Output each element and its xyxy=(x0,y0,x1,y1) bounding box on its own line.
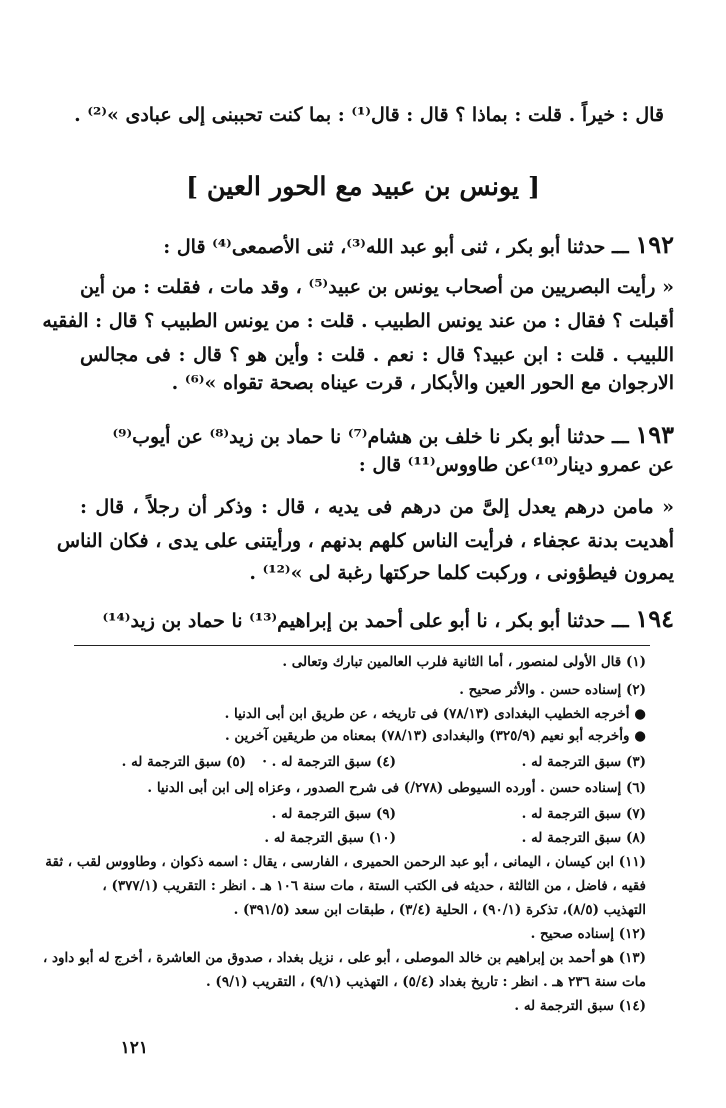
item-194-head: ـــ حدثنا أبو بكر ، نا أبو على أحمد بن إبراهيم⁽¹³⁾ نا حماد بن زيد⁽¹⁴⁾ xyxy=(102,610,629,632)
footnote-12: (١٢) إسناده صحيح . xyxy=(530,926,646,942)
item-192-line-4: الارجوان مع الحور العين والأبكار ، قرت عيناه بصحة تقواه »⁽⁶⁾ . xyxy=(171,372,674,394)
item-number-192: ١٩٢ xyxy=(635,230,674,259)
item-193-line-2: أهديت بدنة عجفاء ، فرأيت الناس كلهم بدنهم ، ورأيتنى على يدى ، فكان الناس xyxy=(56,530,674,552)
footnote-6: (٦) إسناده حسن . أورده السيوطى (٢٧٨/) فى شرح الصدور ، وعزاه إلى ابن أبى الدنيا . xyxy=(147,780,646,796)
footnote-11-line-1: (١١) ابن كيسان ، اليمانى ، أبو عبد الرحمن الحميرى ، الفارسى ، يقال : اسمه ذكوان ، وطاووس لقب ، ثقة xyxy=(45,854,646,870)
footnote-10: (١٠) سبق الترجمة له . xyxy=(264,830,396,846)
footnote-9: (٩) سبق الترجمة له . xyxy=(271,806,396,822)
footnote-13-line-1: (١٣) هو أحمد بن إبراهيم بن خالد الموصلى ، أبو على ، نزيل بغداد ، صدوق من العاشرة ، أخرج له أبو داود ، xyxy=(42,950,646,966)
item-number-194: ١٩٤ xyxy=(635,604,674,633)
item-193-line-1: « مامن درهم يعدل إلىَّ من درهم فى يديه ، قال : وذكر أن رجلاً ، قال : xyxy=(80,496,674,518)
footnote-2b: ● وأخرجه أبو نعيم (٣٢٥/٩) والبغدادى (٧٨/١٣) بمعناه من طريقين آخرين . xyxy=(224,728,646,744)
item-192-line-1: « رأيت البصريين من أصحاب يونس بن عبيد⁽⁵⁾ ، وقد مات ، فقلت : من أين xyxy=(80,276,674,298)
footnote-14: (١٤) سبق الترجمة له . xyxy=(514,998,646,1014)
footnote-7: (٧) سبق الترجمة له . xyxy=(521,806,646,822)
item-194-head-line xyxy=(102,604,674,633)
item-192-line-3: اللبيب . قلت : ابن عبيد؟ قال : نعم . قلت : وأين هو ؟ قال : فى مجالس xyxy=(80,344,674,366)
item-number-193: ١٩٣ xyxy=(635,420,674,449)
footnote-2a: ● أخرجه الخطيب البغدادى (٧٨/١٣) فى تاريخه ، عن طريق ابن أبى الدنيا . xyxy=(224,706,646,722)
item-193-head-line xyxy=(113,420,675,449)
intro-line: قال : خيراً . قلت : بماذا ؟ قال : قال⁽¹⁾ : بما كنت تحببنى إلى عبادى »⁽²⁾ . xyxy=(74,104,664,126)
footnote-11-line-2: فقيه ، فاضل ، من الثالثة ، حديثه فى الكتب الستة ، مات سنة ١٠٦ هـ . انظر : التقريب (٣٧٧/١) ، xyxy=(102,878,646,894)
page-number: ١٢١ xyxy=(120,1038,148,1058)
item-193-head-2: عن عمرو دينار⁽¹⁰⁾عن طاووس⁽¹¹⁾ قال : xyxy=(358,454,674,476)
footnote-3: (٣) سبق الترجمة له . xyxy=(521,754,646,770)
footnote-11-line-3: التهذيب (٨/٥)، تذكرة (٩٠/١) ، الحلية (٣/٤) ، طبقات ابن سعد (٣٩١/٥) . xyxy=(233,902,646,918)
footnote-4: (٤) سبق الترجمة له . · xyxy=(262,754,396,770)
item-193-head: ـــ حدثنا أبو بكر نا خلف بن هشام⁽⁷⁾ نا حماد بن زيد⁽⁸⁾ عن أيوب⁽⁹⁾ xyxy=(112,426,629,448)
item-193-line-3: يمرون فيطؤونى ، وركبت كلما حركتها رغبة لى »⁽¹²⁾ . xyxy=(249,562,674,584)
footnote-13-line-2: مات سنة ٢٣٦ هـ . انظر : تاريخ بغداد (٥/٤) ، التهذيب (٩/١) ، التقريب (٩/١) . xyxy=(206,974,646,990)
item-192-line-2: أقبلت ؟ فقال : من عند يونس الطبيب . قلت : من يونس الطبيب ؟ قال : الفقيه xyxy=(42,310,674,332)
item-192-head: ـــ حدثنا أبو بكر ، ثنى أبو عبد الله⁽³⁾، ثنى الأصمعى⁽⁴⁾ قال : xyxy=(163,236,629,258)
footnote-2: (٢) إسناده حسن . والأثر صحيح . xyxy=(459,682,646,698)
section-title: [ يونس بن عبيد مع الحور العين ] xyxy=(185,172,541,202)
footnote-1: (١) قال الأولى لمنصور ، أما الثانية فلرب العالمين تبارك وتعالى . xyxy=(282,654,646,670)
footnote-separator xyxy=(74,645,650,646)
footnote-5: (٥) سبق الترجمة له . xyxy=(121,754,246,770)
item-192-head-line xyxy=(163,230,674,259)
footnote-8: (٨) سبق الترجمة له . xyxy=(521,830,646,846)
